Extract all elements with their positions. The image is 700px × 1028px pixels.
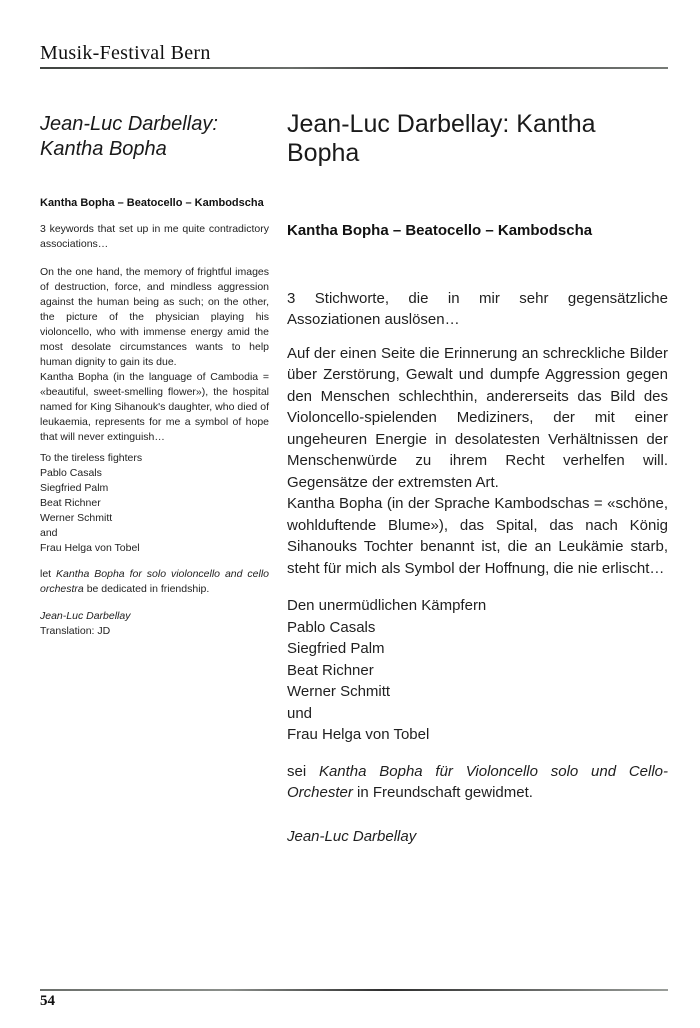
dedication-line: and [40, 527, 58, 539]
right-closing-post: in Freundschaft gewidmet. [352, 784, 533, 801]
left-closing-pre: let [40, 568, 57, 580]
left-signature: Jean-Luc Darbellay [40, 610, 131, 622]
right-main-paragraph-part1: Auf der einen Seite die Erinnerung an schreckliche Bilder über Zerstörung, Gewalt und dumpfe Aggression gegen den Menschen schlechthin, andererseits das Bild des Violoncello-spielenden Mediziners, der mit einer ungeheuren Energie in desolatesten Verhältnissen der Menschenwürde zu ihrem Recht verhelfen will. Gegensätze der extremsten Art. [287, 344, 668, 491]
footer-rule [40, 989, 668, 991]
left-closing-sentence [40, 567, 269, 597]
left-closing-post: be dedicated in friendship. [83, 583, 210, 595]
right-main-paragraph [287, 343, 668, 580]
right-intro-paragraph: 3 Stichworte, die in mir sehr gegensätzliche Assoziationen auslösen… [287, 289, 668, 328]
dedication-line: Werner Schmitt [40, 512, 113, 524]
right-work-title: Kantha Bopha für Violoncello solo und Cello-Orchester [287, 762, 669, 801]
page-number: 54 [40, 993, 55, 1009]
left-main-paragraph [40, 265, 269, 445]
dedication-line: Siegfried Palm [287, 640, 385, 657]
dedication-line: Beat Richner [287, 661, 374, 679]
left-dedication-list [40, 451, 269, 556]
left-work-title: Kantha Bopha for solo violoncello and cello orchestra [40, 568, 269, 595]
right-main-paragraph-part2: Kantha Bopha (in der Sprache Kambodschas = «schöne, wohlduftende Blume»), das Spital, das nach König Sihanouks Tochter benannt ist, die an Leukämie starb, steht für mich als Symbol der Hoffnung, die nie erlischt… [287, 495, 668, 577]
dedication-line: und [287, 704, 313, 722]
dedication-line: Frau Helga von Tobel [287, 726, 430, 743]
dedication-line: Beat Richner [40, 497, 101, 509]
dedication-line: To the tireless fighters [40, 452, 143, 464]
right-subtitle: Kantha Bopha – Beatocello – Kambodscha [287, 222, 593, 239]
right-article-title: Jean-Luc Darbellay: Kantha Bopha [287, 110, 596, 167]
dedication-line: Pablo Casals [40, 467, 102, 479]
right-closing-pre: sei [287, 762, 319, 780]
left-article-title-line1: Jean-Luc Darbellay: [40, 113, 218, 135]
right-closing-sentence [287, 761, 668, 804]
right-column-german [287, 110, 668, 847]
left-article-title-line2: Kantha Bopha [40, 138, 167, 160]
page-title: Musik-Festival Bern [40, 42, 211, 64]
dedication-line: Werner Schmitt [287, 683, 391, 700]
left-intro-paragraph: 3 keywords that set up in me quite contradictory associations… [40, 223, 269, 250]
left-article-title [40, 112, 269, 162]
right-signature: Jean-Luc Darbellay [287, 827, 417, 845]
left-column-english [40, 112, 269, 639]
left-main-paragraph-part1: On the one hand, the memory of frightful images of destruction, force, and mindless aggression against the human being as such; on the other, the picture of the physician playing his violoncello, who with immense energy amid the most desolate circumstances wants to help human dignity to gain its due. [40, 266, 269, 368]
dedication-line: Siegfried Palm [40, 482, 109, 494]
header-rule [40, 67, 668, 69]
left-subtitle: Kantha Bopha – Beatocello – Kambodscha [40, 197, 264, 209]
left-main-paragraph-part2: Kantha Bopha (in the language of Cambodia = «beautiful, sweet-smelling flower»), the hospital named for King Sihanouk's daughter, who died of leukaemia, represents for me a symbol of hope that will never extinguish… [40, 371, 269, 443]
dedication-line: Den unermüdlichen Kämpfern [287, 597, 487, 614]
dedication-line: Pablo Casals [287, 618, 376, 636]
left-translation-credit: Translation: JD [40, 625, 111, 637]
right-dedication-list [287, 595, 668, 746]
dedication-line: Frau Helga von Tobel [40, 542, 140, 554]
